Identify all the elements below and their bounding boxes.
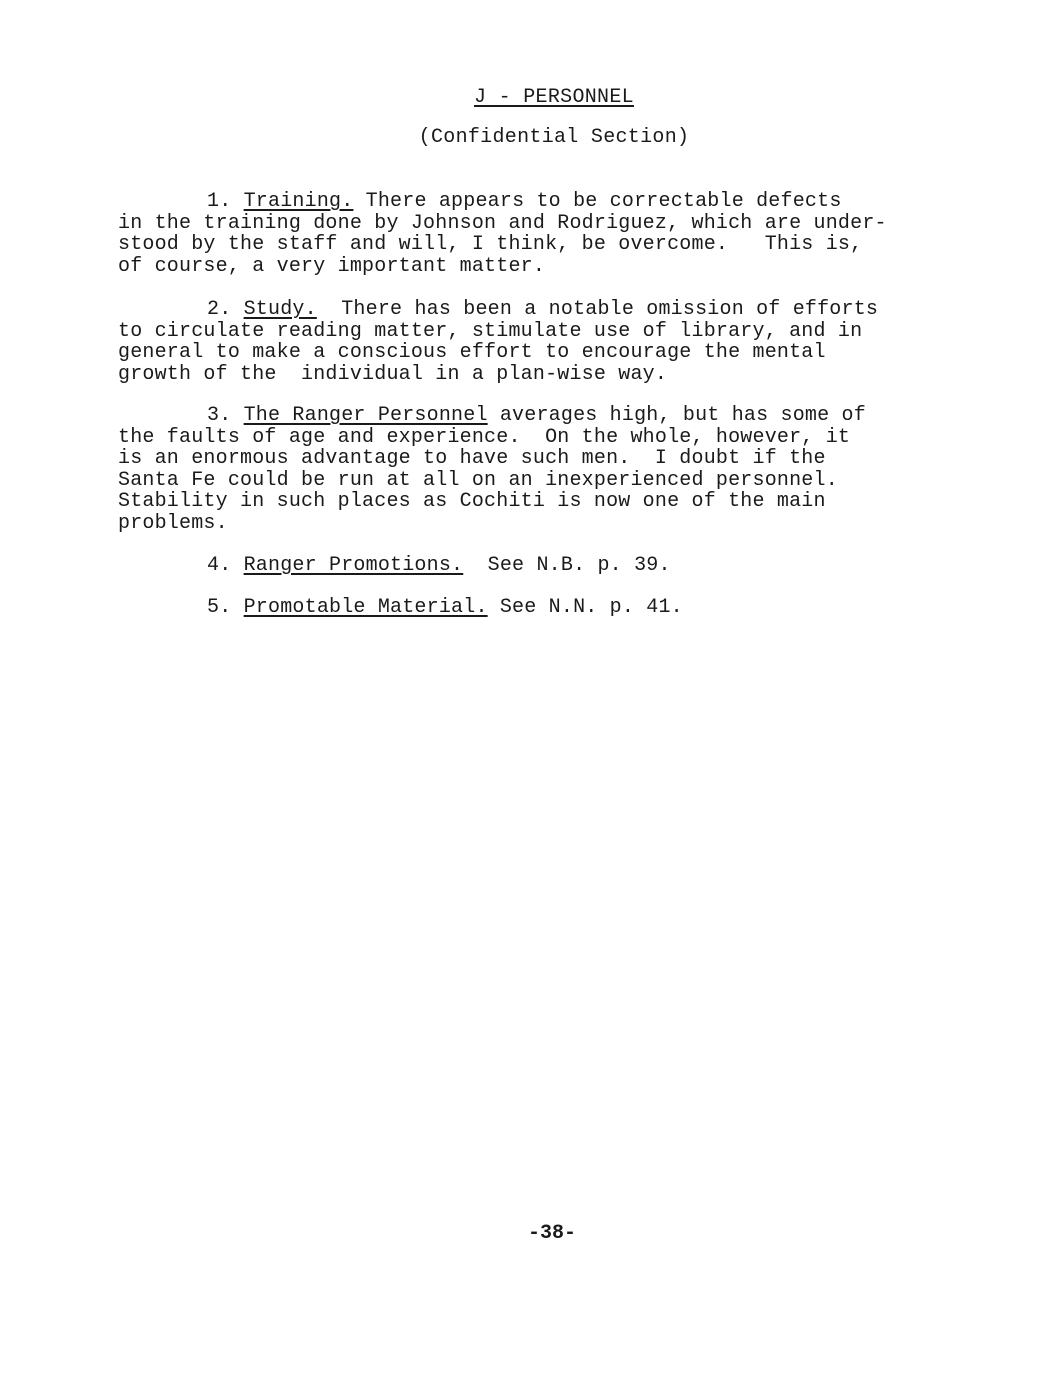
paragraph-number: 5. (207, 596, 232, 619)
paragraph-number: 1. (207, 190, 232, 213)
paragraph-line: is an enormous advantage to have such men. I doubt if the (118, 447, 826, 471)
paragraph-heading: Ranger Promotions. (243, 554, 464, 577)
section-subtitle: (Confidential Section) (418, 126, 690, 149)
paragraph-line: Stability in such places as Cochiti is now one of the main (118, 490, 826, 514)
paragraph-line: in the training done by Johnson and Rodriguez, which are under- (118, 211, 887, 235)
paragraph-promotable-material (118, 597, 938, 619)
paragraph-line: Santa Fe could be run at all on an inexperienced personnel. (118, 468, 838, 492)
paragraph-ranger-promotions (118, 555, 938, 577)
paragraph-training (118, 191, 938, 277)
paragraph-line: There appears to be correctable defects (353, 190, 842, 213)
page-number: -38- (527, 1222, 576, 1245)
paragraph-study (118, 299, 938, 385)
paragraph-number: 3. (207, 404, 232, 427)
paragraph-line: averages high, but has some of (487, 404, 866, 427)
paragraph-line: the faults of age and experience. On the whole, however, it (118, 425, 851, 449)
paragraph-line: There has been a notable omission of efforts (316, 298, 879, 321)
paragraph-line: to circulate reading matter, stimulate use of library, and in (118, 319, 863, 343)
section-title-text: J - PERSONNEL (474, 86, 634, 109)
paragraph-heading: Study. (243, 298, 317, 321)
paragraph-line: stood by the staff and will, I think, be overcome. This is, (118, 233, 863, 257)
paragraph-line: See N.N. p. 41. (487, 596, 683, 619)
paragraph-heading: Promotable Material. (243, 596, 488, 619)
section-title (30, 86, 1048, 109)
paragraph-ranger-personnel (118, 405, 938, 535)
paragraph-number: 2. (207, 298, 232, 321)
paragraph-number: 4. (207, 554, 232, 577)
paragraph-line: See N.B. p. 39. (463, 554, 671, 577)
paragraph-line: general to make a conscious effort to encourage the mental (118, 341, 826, 365)
paragraph-heading: Training. (243, 190, 354, 213)
paragraph-heading: The Ranger Personnel (243, 404, 488, 427)
paragraph-line: growth of the individual in a plan-wise way. (118, 362, 668, 386)
paragraph-line: of course, a very important matter. (118, 254, 546, 278)
paragraph-line: problems. (118, 511, 228, 535)
